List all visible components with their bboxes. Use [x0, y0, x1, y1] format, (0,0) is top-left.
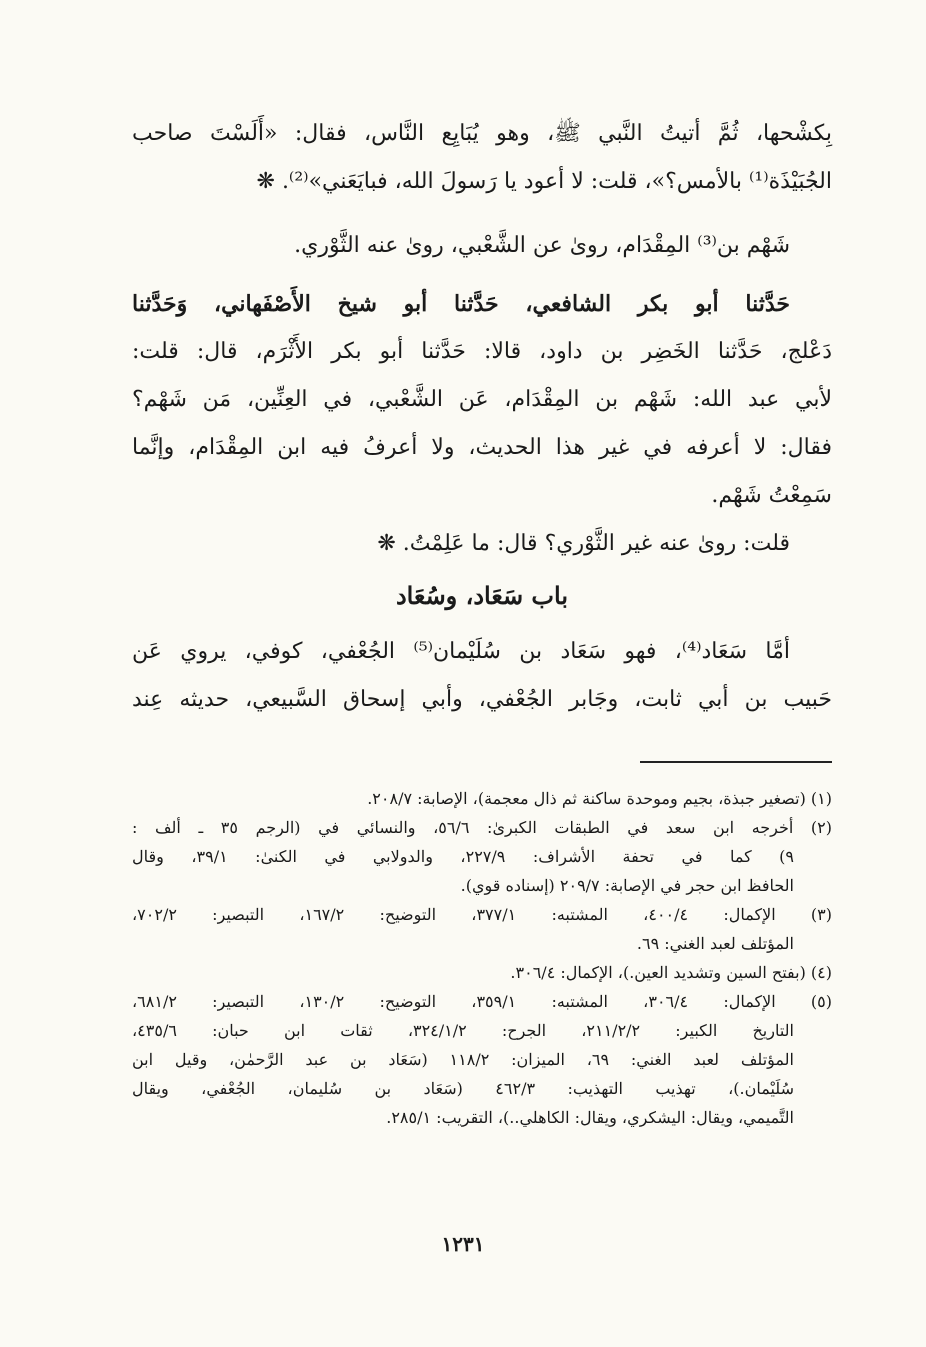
main-text: [132, 110, 832, 724]
text-line: لأبي عبد الله: شَهْم بن المِقْدَام، عَن الشَّعْبي، في العِنِّين، مَن شَهْم؟: [132, 387, 832, 412]
footnote-line: التَّميمي، ويقال: اليشكري، ويقال: الكاهلي..)، التقريب: ٢٨٥/١.: [386, 1108, 794, 1127]
text-line: حَبيب بن أبي ثابت، وجَابر الجُعْفي، وأبي إسحاق السَّبيعي، حديثه عِند: [132, 687, 832, 712]
footnote-line: التاريخ الكبير: ٢١١/٢/٢، الجرح: ٣٢٤/١/٢، ثقات ابن حبان: ٤٣٥/٦،: [132, 1021, 794, 1040]
text-line: سَمِعْتُ شَهْم.: [711, 483, 832, 508]
text-line: الجُبَيْذَة⁽¹⁾ بالأمس؟»، قلت: لا أعود يا رَسولَ الله، فبايَعَني»⁽²⁾. ❋: [256, 169, 832, 194]
text-line: حَدَّثنا أبو بكر الشافعي، حَدَّثنا أبو شيخ الأَصْفَهاني، وَحَدَّثنا: [132, 291, 790, 317]
footnote-line: (٤) (بفتح السين وتشديد العين.)، الإكمال: ٣٠٦/٤.: [510, 963, 832, 982]
text-line: أمَّا سَعَاد⁽⁴⁾، فهو سَعَاد بن سُلَيْمان⁽⁵⁾ الجُعْفي، كوفي، يروي عَن: [132, 639, 790, 664]
chapter-heading: باب سَعَاد، وسُعَاد: [395, 581, 568, 610]
footnote-line: سُلَيْمان.)، تهذيب التهذيب: ٤٦٢/٣ (سَعَاد بن سُليمان، الجُعْفي، ويقال: [132, 1079, 794, 1098]
text-line: قلت: روىٰ عنه غير الثَّوْري؟ قال: ما عَلِمْتُ. ❋: [377, 531, 790, 556]
footnote-line: (٥) الإكمال: ٣٠٦/٤، المشتبه: ٣٥٩/١، التوضيح: ١٣٠/٢، التبصير: ٦٨١/٢،: [132, 992, 833, 1011]
footnote-line: الحافظ ابن حجر في الإصابة: ٢٠٩/٧ (إسناده قوي).: [460, 876, 794, 895]
footnote-line: ٩) كما في تحفة الأشراف: ٢٢٧/٩، والدولابي في الكنىٰ: ٣٩/١، وقال: [132, 847, 795, 866]
text-line: دَعْلج، حَدَّثنا الخَضِر بن داود، قالا: حَدَّثنا أبو بكر الأَثْرَم، قال: قلت:: [132, 339, 832, 364]
footnote-line: (٣) الإكمال: ٤٠٠/٤، المشتبه: ٣٧٧/١، التوضيح: ١٦٧/٢، التبصير: ٧٠٢/٢،: [132, 905, 833, 924]
footnote-line: (١) (تصغير جبذة، بجيم وموحدة ساكنة ثم ذال معجمة)، الإصابة: ٢٠٨/٧.: [367, 789, 832, 808]
narrator-entry: شَهْم بن⁽³⁾ المِقْدَام، روىٰ عن الشَّعْبي، روىٰ عنه الثَّوْري.: [294, 233, 790, 258]
footnotes: [132, 784, 832, 1132]
page-number: ١٢٣١: [441, 1232, 485, 1256]
footnote-line: المؤتلف لعبد الغني: ٦٩.: [636, 934, 794, 953]
text-line: بِكشْحها، ثُمَّ أتيتُ النَّبي ﷺ، وهو يُبَايِع النَّاس، فقال: «أَلَسْتَ صاحب: [132, 121, 832, 146]
text-line: فقال: لا أعرفه في غير هذا الحديث، ولا أعرفُ فيه ابن المِقْدَام، وإنَّما: [132, 435, 832, 460]
footnote-line: (٢) أخرجه ابن سعد في الطبقات الكبرىٰ: ٥٦/٦، والنسائي في (الرجم ٣٥ ـ ألف :: [132, 818, 833, 837]
footnote-line: المؤتلف لعبد الغني: ٦٩، الميزان: ١١٨/٢ (سَعَاد بن عبد الرَّحمٰن، وقيل ابن: [132, 1050, 794, 1069]
footnote-divider: [640, 761, 832, 763]
